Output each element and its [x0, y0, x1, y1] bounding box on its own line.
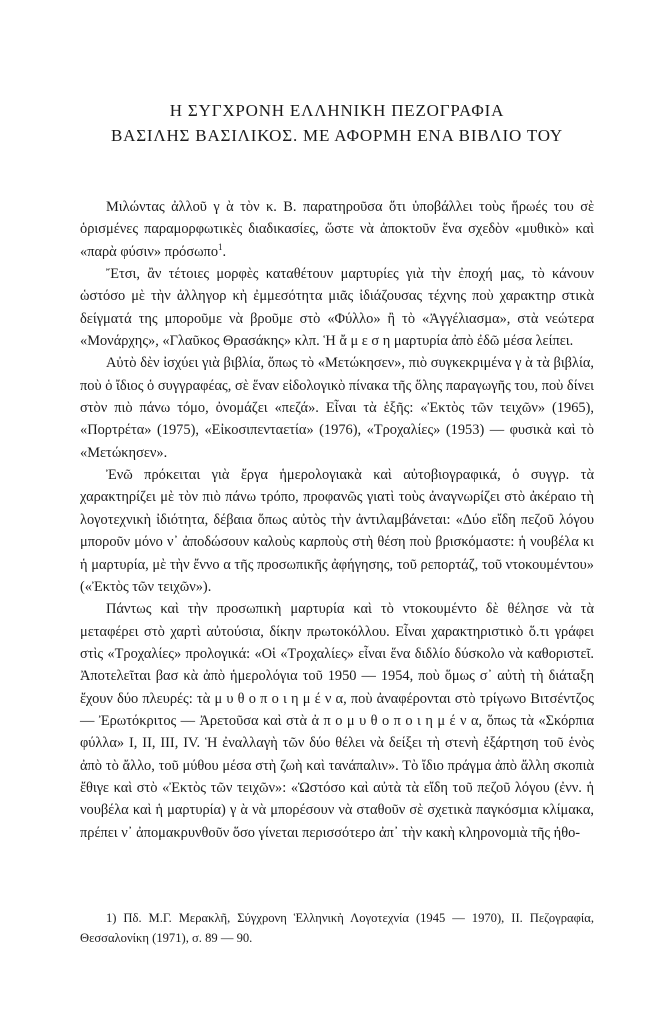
paragraph-3: Αὐτὸ δὲν ἰσχύει γιὰ βιβλία, ὅπως τὸ «Μετώκησεν», πιὸ συγκεκριμένα γ ὰ τὰ βιβλία, ποὺ ὁ ἴδιος ὁ συγγραφέας, σὲ ἕναν εἰδολογικὸ πίνακα τῆς ὅλης παραγωγῆς του, ποὺ δίνει στὸν πιὸ πάνω τόμο, ὀνομάζει «πεζά». Εἶναι τὰ ἑξῆς: «Ἐκτὸς τῶν τειχῶν» (1965), «Πορτρέτα» (1975), «Εἰκοσιπενταετία» (1976), «Τροχαλίες» (1953) — φυσικὰ καὶ τὸ «Μετώκησεν». — [80, 355, 594, 461]
footnote — [80, 908, 594, 948]
paragraph-1: Μιλώντας ἀλλοῦ γ ὰ τὸν κ. Β. παρατηροῦσα ὅτι ὑποβάλλει τοὺς ἥρωές του σὲ ὁρισμένες παραμορφωτικὲς διαδικασίες, ὥστε νὰ ἀποκτοῦν ἕνα σχεδὸν «μυθικὸ» καὶ «παρὰ φύσιν» πρόσωπο$^1$. — [80, 199, 594, 260]
paragraph-1-text: Μιλώντας ἀλλοῦ γ ὰ τὸν κ. Β. παρατηροῦσα ὅτι ὑποβάλλει τοὺς ἥρωές του σὲ ὁρισμένες παραμορφωτικὲς διαδικασίες, ὥστε νὰ ἀποκτοῦν ἕνα σχεδὸν «μυθικὸ» καὶ «παρὰ φύσιν» πρόσωπο — [80, 199, 594, 260]
paragraph-5: Πάντως καὶ τὴν προσωπικὴ μαρτυρία καὶ τὸ ντοκουμέντο δὲ θέλησε νὰ τὰ μεταφέρει στὸ χαρτὶ αὐτούσια, δίκην πρωτοκόλλου. Εἶναι χαρακτηριστικὸ ὅ.τι γράφει στὶς «Τροχαλίες» προλογικά: «Οἱ «Τροχαλίες» εἶναι ἕνα διδλίο δύσκολο νὰ καθοριστεῖ. Ἀποτελεῖται βασ κὰ ἀπὸ ἡμερολόγια τοῦ 1950 — 1954, ποὺ ὅμως σ᾽ αὐτὴ τὴ διάταξη ἔχουν δύο πλευρές: τὰ μ υ θ ο π ο ι η μ έ ν α, ποὺ ἀναφέρονται στὸ τρίγωνο Βιτσέντζος — Ἐρωτόκριτος — Ἀρετοῦσα καὶ στὰ ἀ π ο μ υ θ ο π ο ι η μ έ ν α, ὅπως τὰ «Σκόρπια φύλλα» I, II, III, IV. Ἡ ἐναλλαγὴ τῶν δύο θέλει νὰ δείξει τὴ στενὴ ἐξάρτηση τοῦ ἑνὸς ἀπὸ τὸ ἄλλο, τοῦ μύθου μέσα στὴ ζωὴ καὶ τανάπαλιν». Τὸ ἴδιο πράγμα ἀπὸ ἄλλη σκοπιὰ ἔθιγε καὶ στὸ «Ἐκτὸς τῶν τειχῶν»: «Ὡστόσο καὶ αὐτὰ τὰ εἴδη τοῦ πεζοῦ λόγου (ἐνν. ἡ νουβέλα καὶ ἡ μαρτυρία) γ ὰ νὰ μπορέσουν νὰ σταθοῦν σὲ σχετικὰ παγκόσμια κλίμακα, πρέπει ν᾽ ἀπομακρυνθοῦν ὅσο γίνεται περισσότερο ἀπ᾽ τὴν κακὴ κληρονομιὰ τῆς ἠθο- — [80, 601, 594, 841]
article-title — [80, 98, 594, 148]
footnote-text: 1) Πδ. Μ.Γ. Μερακλῆ, Σύγχρονη Ἑλληνικὴ Λογοτεχνία (1945 — 1970), II. Πεζογραφία, Θεσσαλονίκη (1971), σ. 89 — 90. — [80, 911, 594, 945]
footnote-reference: 1 — [218, 241, 223, 252]
title-line-2: ΒΑΣΙΛΗΣ ΒΑΣΙΛΙΚΟΣ. ΜΕ ΑΦΟΡΜΗ ΕΝΑ ΒΙΒΛΙΟ ΤΟΥ — [110, 126, 564, 145]
title-line-1: Η ΣΥΓΧΡΟΝΗ ΕΛΛΗΝΙΚΗ ΠΕΖΟΓΡΑΦΙΑ — [169, 101, 505, 120]
article-body — [80, 196, 594, 844]
paragraph-2: Ἔτσι, ἂν τέτοιες μορφὲς καταθέτουν μαρτυρίες γιὰ τὴν ἐποχή μας, τὸ κάνουν ὡστόσο μὲ τὴν ἀλληγορ κὴ ἐμμεσότητα μιᾶς ἰδιάζουσας τέχνης ποὺ χαρακτηρ στικὰ δείγματά της μποροῦμε νὰ βροῦμε στὸ «Φύλλο» ἢ τὸ «Ἀγγέλιασμα», στὰ νεώτερα «Μονάρχης», «Γλαῦκος Θρασάκης» κλπ. Ἡ ἄ μ ε σ η μαρτυρία ἀπὸ ἐδῶ μέσα λείπει. — [80, 266, 594, 350]
paragraph-4: Ἐνῶ πρόκειται γιὰ ἔργα ἡμερολογιακὰ καὶ αὐτοβιογραφικά, ὁ συγγρ. τὰ χαρακτηρίζει μὲ τὸν πιὸ πάνω τρόπο, προφανῶς γιατὶ τοὺς ἀναγνωρίζει στὸ ἀκέραιο τὴ λογοτεχνικὴ ἰδιότητα, δέβαια ὅπως αὐτὸς τὴν ἀντιλαμβάνεται: «Δύο εἴδη πεζοῦ λόγου μποροῦν μόνο ν᾽ ἀποδώσουν καλοὺς καρποὺς στὴ θέση ποὺ βρισκόμαστε: ἡ νουβέλα κι ἡ μαρτυρία, μὲ τὴν ἔννο α τῆς προσωπικῆς ἀφήγησης, τοῦ ρεπορτάζ, τοῦ ντοκουμέντου» («Ἐκτὸς τῶν τειχῶν»). — [80, 467, 594, 595]
